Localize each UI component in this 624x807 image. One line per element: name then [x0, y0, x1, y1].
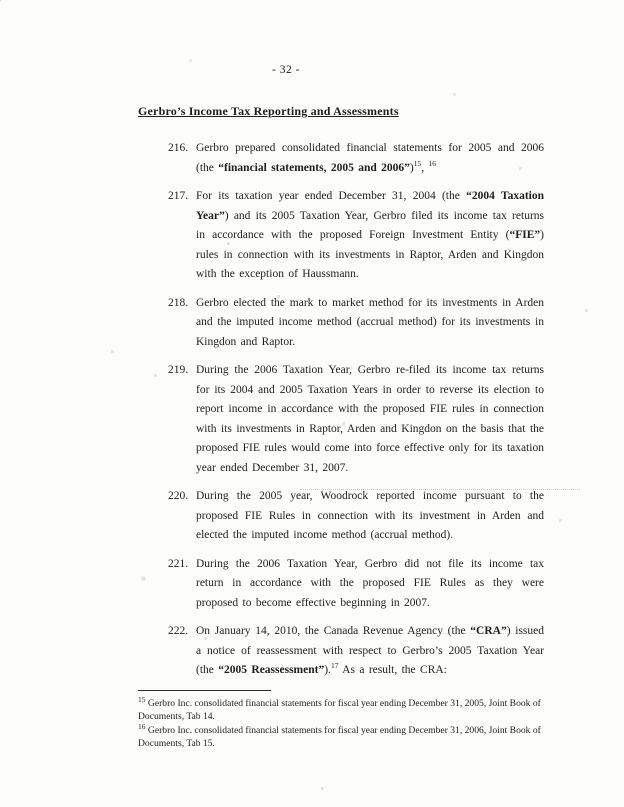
paragraph-text: For its taxation year ended December 31, 2004 (the “2004 Taxation Year”) and its 2005 Taxation Year, Gerbro filed its income tax returns in accordance with the proposed Foreign Investment Entity (“FIE”) rules in connection with its investments in Raptor, Arden and Kingdon with the exception of Haussmann.	[196, 190, 544, 280]
page-number: - 32 -	[272, 64, 300, 76]
paragraph-number: 221.	[168, 557, 189, 570]
paragraph-number: 220.	[168, 490, 189, 502]
paragraph	[168, 294, 544, 353]
footnote-text: Gerbro Inc. consolidated financial statements for fiscal year ending December 31, 2005, Joint Book of Documents, Tab 14.	[138, 697, 541, 722]
paragraph-number: 222.	[168, 625, 189, 637]
paragraph-number: 217.	[168, 190, 189, 202]
paragraph-number: 219.	[168, 364, 189, 376]
paragraph-list	[0, 139, 624, 681]
section-heading: Gerbro’s Income Tax Reporting and Assessments	[138, 104, 399, 118]
paragraph	[168, 361, 544, 478]
paragraph	[168, 622, 544, 681]
paragraph-text: Gerbro prepared consolidated financial statements for 2005 and 2006 (the “financial statements, 2005 and 2006”)$^{15}$, $^{16}$	[196, 142, 544, 174]
paragraph	[168, 139, 544, 178]
paragraph-text: During the 2006 Taxation Year, Gerbro did not file its income tax return in accordance with the proposed FIE Rules as they were proposed to become effective beginning in 2007.	[196, 557, 544, 609]
footnote-text: Gerbro Inc. consolidated financial statements for fiscal year ending December 31, 2006, Joint Book of Documents, Tab 15.	[138, 724, 541, 749]
footnotes-section	[138, 690, 548, 751]
paragraph	[168, 187, 544, 285]
paragraph	[168, 487, 544, 546]
footnote-marker: 15	[138, 694, 146, 704]
paragraph-number: 216.	[168, 142, 189, 154]
footnote-marker: 16	[138, 721, 146, 731]
footnote-list	[138, 694, 548, 751]
paragraph-text: On January 14, 2010, the Canada Revenue Agency (the “CRA”) issued a notice of reassessment with respect to Gerbro’s 2005 Taxation Year (the “2005 Reassessment”).$^{17}$ As a result, the CRA:	[196, 625, 544, 676]
paragraph-text: Gerbro elected the mark to market method for its investments in Arden and the imputed income method (accrual method) for its investments in Kingdon and Raptor.	[196, 296, 544, 348]
paragraph-text: During the 2005 year, Woodrock reported income pursuant to the proposed FIE Rules in connection with its investment in Arden and elected the imputed income method (accrual method).	[196, 490, 544, 541]
paragraph-text: During the 2006 Taxation Year, Gerbro re-filed its income tax returns for its 2004 and 2005 Taxation Years in order to reverse its election to report income in accordance with the proposed FIE rules in connection with its investments in Raptor, Arden and Kingdon on the basis that the proposed FIE rules would come into force effective only for its taxation year ended December 31, 2007.	[196, 364, 544, 474]
footnote	[138, 721, 548, 751]
paragraph-number: 218.	[168, 296, 189, 309]
footnote	[138, 694, 548, 724]
footnote-separator-rule	[138, 690, 271, 691]
paragraph	[168, 555, 544, 614]
